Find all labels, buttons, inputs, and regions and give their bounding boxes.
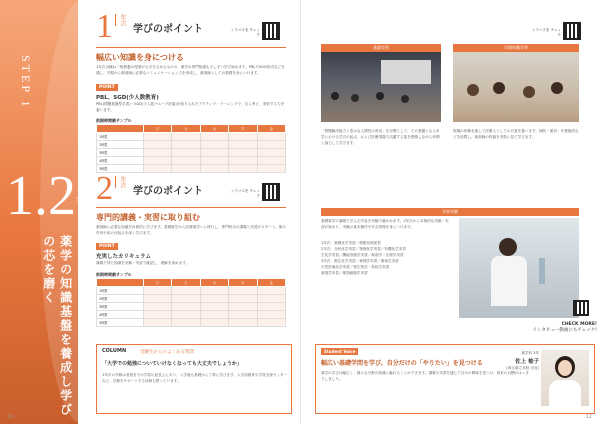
table-cell bbox=[172, 303, 200, 311]
period-label: 3時限 bbox=[97, 303, 144, 311]
table-cell bbox=[257, 149, 286, 157]
right-page bbox=[300, 0, 600, 424]
table-cell bbox=[257, 165, 286, 173]
researcher-head bbox=[499, 238, 517, 256]
table-cell bbox=[229, 149, 257, 157]
period-label: 1時限 bbox=[97, 287, 144, 295]
table-cell bbox=[257, 141, 286, 149]
list-item: 天然医薬品学実習／微生物学・免疫学実習 bbox=[321, 265, 390, 269]
vertical-section-title: 薬学の知識基盤を養成し学びの芯を磨く bbox=[41, 235, 73, 417]
year2-header bbox=[96, 172, 203, 206]
year1-point-label: POINT bbox=[96, 84, 118, 91]
student-voice-body: 薬学の学びは幅広く、様々な分野の知識に触れることができます。講義や実習を通じて自分の興味を見つけ、将来の目標がはっきりしました。 bbox=[321, 371, 529, 381]
year2-point-body: 講義で得た知識を実験・実習で確認し、理解を深めます。 bbox=[96, 261, 190, 265]
table-cell bbox=[229, 157, 257, 165]
table-cell bbox=[200, 157, 228, 165]
student-silhouette bbox=[331, 92, 339, 100]
table-cell bbox=[172, 141, 200, 149]
table-cell bbox=[172, 133, 200, 141]
table-row bbox=[97, 311, 286, 319]
schedule-day: 火 bbox=[172, 125, 200, 133]
table-row bbox=[97, 303, 286, 311]
right-page-number: 12 bbox=[585, 414, 592, 420]
column-title: 「大学での勉強についていけなくなっても大丈夫でしょうか」 bbox=[102, 361, 242, 367]
table-cell bbox=[229, 311, 257, 319]
list-item: 1年次：基礎化学実習／情報処理演習 bbox=[321, 241, 381, 245]
table-row bbox=[97, 133, 286, 141]
table-cell bbox=[229, 287, 257, 295]
year2-label: 年次 bbox=[115, 176, 127, 188]
student-voice-title: 幅広い基礎学問を学び、自分だけの「やりたい」を見つける bbox=[321, 360, 483, 367]
schedule-day: 金 bbox=[257, 279, 286, 287]
table-row bbox=[97, 141, 286, 149]
table-cell bbox=[229, 133, 257, 141]
table-cell bbox=[200, 311, 228, 319]
schedule-corner bbox=[97, 125, 144, 133]
projector-screen bbox=[381, 60, 431, 84]
right-qr-code[interactable] bbox=[563, 22, 581, 40]
table-cell bbox=[172, 149, 200, 157]
year1-point-text: PBL、SGD(少人数教育) bbox=[96, 95, 159, 101]
experience-photo bbox=[453, 52, 579, 122]
year2-point-label: POINT bbox=[96, 243, 118, 250]
table-cell bbox=[257, 157, 286, 165]
year2-schedule-table bbox=[96, 278, 286, 327]
student-name: 佐上 柚子 bbox=[515, 359, 539, 365]
table-cell bbox=[229, 165, 257, 173]
table-cell bbox=[200, 295, 228, 303]
period-label: 2時限 bbox=[97, 295, 144, 303]
table-cell bbox=[172, 157, 200, 165]
year2-body: 薬剤師に必要な知識を体系的に学びます。基礎薬学から医療薬学へと移行し、専門科目の講義と実習がスタート。薬の作用や体の仕組みを深く学びます。 bbox=[96, 225, 286, 235]
schedule-day: 金 bbox=[257, 125, 286, 133]
student-blouse bbox=[549, 380, 581, 406]
year2-rule bbox=[96, 207, 286, 208]
person-silhouette bbox=[523, 86, 535, 98]
table-cell bbox=[143, 133, 171, 141]
lecture-photo-caption: 基礎実習 bbox=[321, 44, 441, 52]
year2-qr-code[interactable] bbox=[262, 183, 280, 201]
left-page-number: 11 bbox=[8, 414, 15, 420]
table-cell bbox=[143, 295, 171, 303]
table-cell bbox=[172, 287, 200, 295]
table-cell bbox=[229, 319, 257, 327]
table-cell bbox=[143, 149, 171, 157]
period-label: 2時限 bbox=[97, 141, 144, 149]
table-cell bbox=[200, 303, 228, 311]
schedule-day: 月 bbox=[143, 125, 171, 133]
column-body: 1年次の学修は高校までの学習の延長上にあり、入学後も基礎から丁寧に学びます。入学前教育や学習支援センターなど、学修をサポートする体制も整っています。 bbox=[102, 373, 288, 383]
year1-number: 1 bbox=[96, 8, 113, 45]
schedule-day: 水 bbox=[200, 279, 228, 287]
experience-photo-caption: 早期体験学習 bbox=[453, 44, 579, 52]
schedule-day: 木 bbox=[229, 279, 257, 287]
table-cell bbox=[143, 157, 171, 165]
year1-label: 年次 bbox=[115, 14, 127, 26]
table-row bbox=[97, 287, 286, 295]
schedule-day: 水 bbox=[200, 125, 228, 133]
table-cell bbox=[143, 311, 171, 319]
student-portrait bbox=[541, 350, 589, 406]
table-cell bbox=[172, 319, 200, 327]
period-label: 5時限 bbox=[97, 319, 144, 327]
table-row bbox=[97, 149, 286, 157]
schedule-day: 木 bbox=[229, 125, 257, 133]
list-item: 2年次：分析化学実習／物理化学実習／有機化学実習 bbox=[321, 247, 406, 251]
year2-qr-label: シラバスを チェック bbox=[230, 189, 260, 198]
year1-qr-label: シラバスを チェック bbox=[230, 28, 260, 37]
table-cell bbox=[229, 141, 257, 149]
schedule-corner bbox=[97, 279, 144, 287]
interview-qr-code[interactable] bbox=[573, 300, 589, 316]
year-range-value: 1.2 bbox=[6, 165, 76, 227]
year2-point-text: 充実したカリキュラム bbox=[96, 254, 151, 260]
table-cell bbox=[229, 295, 257, 303]
year1-rule bbox=[96, 47, 286, 48]
table-row bbox=[97, 295, 286, 303]
student-silhouette bbox=[351, 94, 359, 102]
lab-photo bbox=[459, 218, 579, 318]
table-cell bbox=[143, 303, 171, 311]
list-item: 薬剤学実習／薬物動態学実習 bbox=[321, 271, 368, 275]
student-silhouette bbox=[401, 95, 409, 103]
table-cell bbox=[257, 295, 286, 303]
year2-number: 2 bbox=[96, 170, 113, 207]
table-cell bbox=[143, 287, 171, 295]
experience-photo-text: 現場の体験を通して医療人としての自覚を養います。病院・薬局・介護施設などを訪問し、薬剤師の役割を実際に見て学びます。 bbox=[453, 129, 579, 139]
year1-schedule-label: 前期時間割サンプル bbox=[96, 118, 132, 123]
year-range-number bbox=[6, 165, 98, 227]
person-silhouette bbox=[467, 84, 479, 96]
student-school: (埼玉県立高校 出身) bbox=[506, 366, 539, 370]
schedule-day: 月 bbox=[143, 279, 171, 287]
table-row bbox=[97, 157, 286, 165]
year1-schedule-table bbox=[96, 124, 286, 173]
right-qr-label: シラバスを チェック bbox=[531, 28, 561, 37]
step-label: STEP 1 bbox=[19, 55, 33, 110]
year2-subheading: 専門的講義・実習に取り組む bbox=[96, 213, 200, 222]
table-cell bbox=[257, 133, 286, 141]
table-cell bbox=[200, 165, 228, 173]
period-label: 4時限 bbox=[97, 311, 144, 319]
check-more-title: CHECK MORE! bbox=[561, 322, 597, 327]
year1-qr-code[interactable] bbox=[262, 22, 280, 40]
year1-body: 1年次は概ね一般教養の授業が大半を占めるものの、薬学の専門知識も少しずつ学び始めます。PBLやSGD形式などを通し、早期から薬剤師に必要なコミュニケーション力を育成し、薬剤師としての基礎を身につけます。 bbox=[96, 65, 285, 75]
column-subtag: 受験生からのよくある質問 bbox=[140, 350, 194, 355]
check-more-text[interactable] bbox=[491, 322, 597, 334]
student-face bbox=[558, 360, 572, 376]
year1-header bbox=[96, 10, 203, 44]
table-cell bbox=[172, 311, 200, 319]
lab-flask bbox=[539, 258, 545, 284]
table-cell bbox=[143, 141, 171, 149]
lecture-photo bbox=[321, 52, 441, 122]
column-tag: COLUMN bbox=[102, 348, 127, 354]
person-silhouette bbox=[493, 82, 505, 94]
period-label: 3時限 bbox=[97, 149, 144, 157]
table-cell bbox=[257, 311, 286, 319]
lab-course-list bbox=[321, 240, 451, 276]
person-silhouette bbox=[551, 82, 563, 94]
period-label: 5時限 bbox=[97, 165, 144, 173]
year-range-unit: 年次 bbox=[76, 194, 98, 207]
student-silhouette bbox=[376, 92, 384, 100]
year1-title: 学びのポイント bbox=[133, 24, 203, 35]
student-voice-tag: Student Voice bbox=[321, 348, 358, 355]
lab-text: 基礎薬学の講義で学んだ内容を実験で確かめます。2年次から本格的な実験・実習が始まり、実験の基本操作や安全管理を身につけます。 bbox=[321, 219, 449, 229]
list-item: 3年次：衛生化学実習／薬理学実習／薬剤学実習 bbox=[321, 259, 399, 263]
list-item: 生化学実習／機能形態学実習／薬剤学・生理学実習 bbox=[321, 253, 404, 257]
table-cell bbox=[143, 319, 171, 327]
table-cell bbox=[200, 287, 228, 295]
lecture-photo-text: 「問題解決能力と豊かな人間性の育成」を目標として、その基盤となる本学における学びの起点、および医療現場で活躍する姿を想像しながら仲間と協力して学びます。 bbox=[321, 129, 440, 145]
year1-point-body: PBL(問題基盤型学習)・SGD(少人数グループ討論)を取り入れたアクティブ・ラーニングで、自ら考え、発信する力を養います。 bbox=[96, 102, 285, 112]
student-grade: 薬学科 3年 bbox=[521, 351, 539, 355]
table-cell bbox=[257, 303, 286, 311]
table-cell bbox=[257, 319, 286, 327]
table-cell bbox=[229, 303, 257, 311]
table-row bbox=[97, 319, 286, 327]
schedule-day: 火 bbox=[172, 279, 200, 287]
year2-title: 学びのポイント bbox=[133, 186, 203, 197]
year2-schedule-label: 前期時間割サンプル bbox=[96, 272, 132, 277]
lab-coat bbox=[491, 256, 527, 306]
table-cell bbox=[200, 319, 228, 327]
check-more-sub: インタビュー動画にもチェック! bbox=[532, 328, 597, 333]
year1-subheading: 幅広い知識を身につける bbox=[96, 53, 184, 62]
period-label: 4時限 bbox=[97, 157, 144, 165]
table-cell bbox=[200, 141, 228, 149]
table-cell bbox=[172, 295, 200, 303]
period-label: 1時限 bbox=[97, 133, 144, 141]
table-cell bbox=[200, 133, 228, 141]
table-cell bbox=[200, 149, 228, 157]
table-cell bbox=[257, 287, 286, 295]
lab-section-caption: 実習実験 bbox=[321, 208, 579, 216]
